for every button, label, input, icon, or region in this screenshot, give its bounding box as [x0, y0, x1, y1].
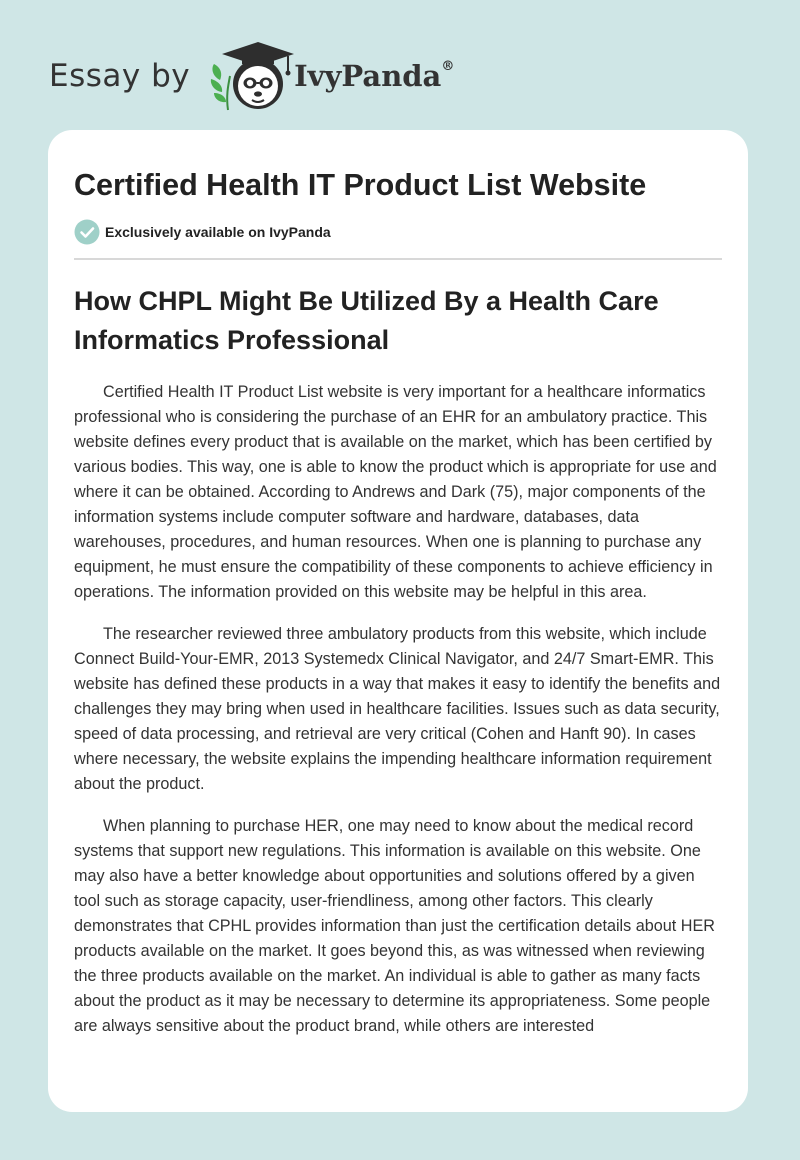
divider [74, 258, 722, 260]
exclusive-label: Exclusively available on IvyPanda [105, 224, 331, 240]
exclusive-badge [74, 218, 722, 246]
essay-card [48, 130, 748, 1112]
registered-mark: ® [441, 59, 455, 74]
ivypanda-logo-icon[interactable] [206, 36, 298, 116]
essay-title: Certified Health IT Product List Website [74, 168, 647, 202]
check-circle-icon [74, 219, 100, 245]
brand-name[interactable]: IvyPanda® [294, 59, 455, 93]
paragraph-3: When planning to purchase HER, one may need to know about the medical record systems that support new regulations. This information is available on this website. One may also have a better knowledge about opportunities and solutions offered by a given tool such as storage capacity, user-friendliness, among other factors. This clearly demonstrates that CPHL provides information than just the certification details about HER products available on the market. It goes beyond this, as was witnessed when reviewing the three products available on the market. An individual is able to gather as many facts about the product as it may be necessary to determine its appropriateness. Some people are always sensitive about the product brand, while others are interested [74, 817, 715, 1035]
section-heading: How CHPL Might Be Utilized By a Health Care Informatics Professional [74, 286, 659, 355]
site-header [49, 36, 454, 116]
brand-prefix: Essay by [49, 58, 191, 94]
paragraph-1: Certified Health IT Product List website is very important for a healthcare informatics professional who is considering the purchase of an EHR for an ambulatory practice. This website defines every product that is available on the market, which has been certified by various bodies. This way, one is able to know the product which is appropriate for use and where it can be obtained. According to Andrews and Dark (75), major components of the information systems include computer software and hardware, databases, data warehouses, procedures, and human resources. When one is planning to purchase any equipment, he must ensure the compatibility of these components to achieve efficiency in operations. The information provided on this website may be helpful in this area. [74, 383, 717, 601]
paragraph-2: The researcher reviewed three ambulatory products from this website, which include Connect Build-Your-EMR, 2013 Systemedx Clinical Navigator, and 24/7 Smart-EMR. This website has defined these products in a way that makes it easy to identify the benefits and challenges they may bring when used in healthcare facilities. Issues such as data security, speed of data processing, and retrieval are very critical (Cohen and Hanft 90). In cases where necessary, the website explains the impending healthcare information requirement about the product. [74, 625, 721, 793]
